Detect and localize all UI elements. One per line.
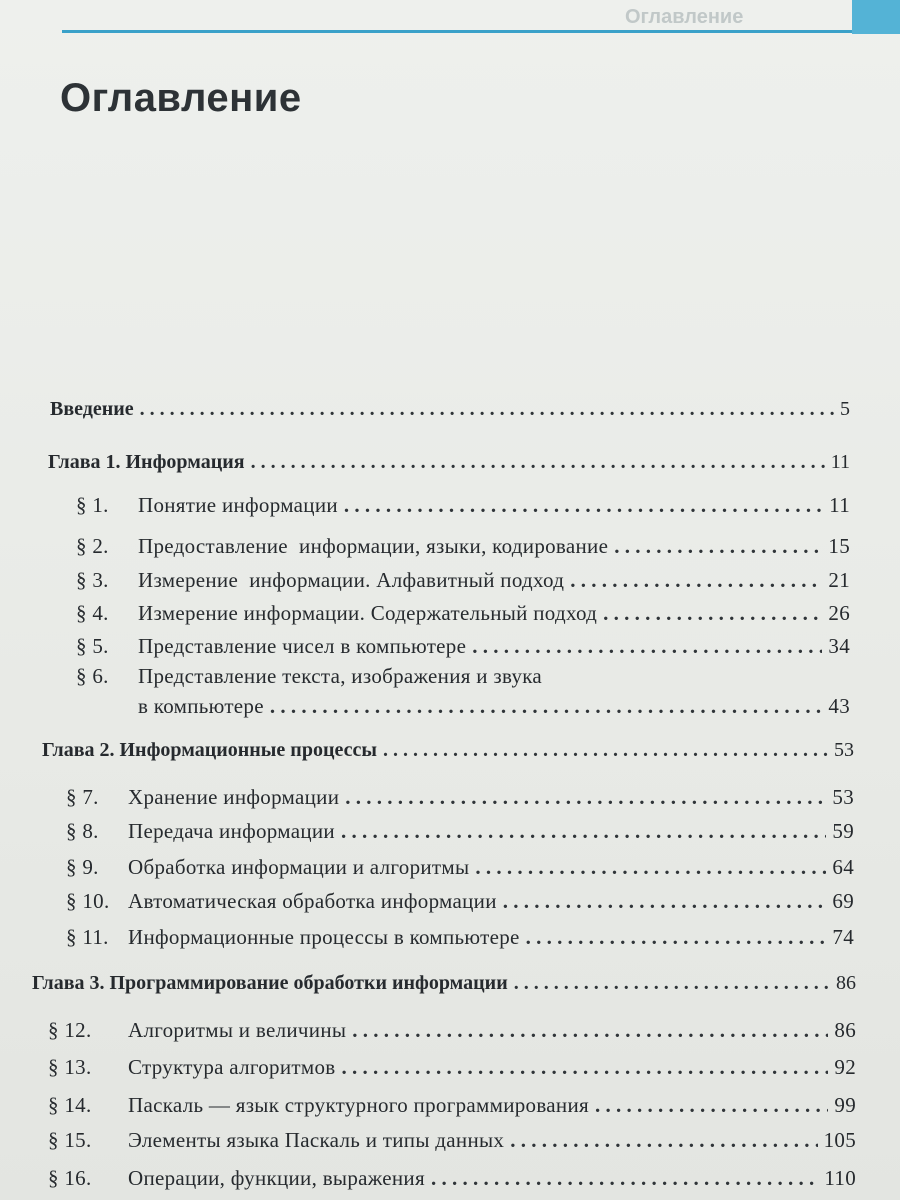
section-title: Предоставление информации, языки, кодирование bbox=[138, 534, 609, 558]
dot-leader bbox=[345, 785, 826, 810]
section-page: 92 bbox=[834, 1055, 856, 1079]
dot-leader bbox=[603, 601, 822, 626]
toc-chapter-page: 11 bbox=[830, 451, 850, 473]
section-page: 69 bbox=[832, 889, 854, 913]
section-number: § 16. bbox=[48, 1166, 92, 1190]
section-title: Хранение информации bbox=[128, 785, 340, 809]
section-number: § 13. bbox=[48, 1055, 92, 1079]
dot-leader bbox=[526, 925, 827, 950]
section-number: § 15. bbox=[48, 1128, 92, 1152]
dot-leader bbox=[595, 1093, 828, 1118]
section-page: 21 bbox=[828, 568, 850, 592]
section-number: § 7. bbox=[66, 785, 99, 809]
section-number: § 5. bbox=[76, 634, 109, 658]
toc-entry-page: 5 bbox=[840, 398, 850, 420]
toc-chapter-1 bbox=[48, 451, 850, 474]
toc-section-12 bbox=[48, 1018, 856, 1043]
dot-leader bbox=[341, 819, 826, 844]
section-number: § 2. bbox=[76, 534, 109, 558]
section-title: Структура алгоритмов bbox=[128, 1055, 336, 1079]
toc-section-4 bbox=[76, 601, 850, 626]
dot-leader bbox=[140, 398, 834, 421]
section-number: § 10. bbox=[66, 889, 110, 913]
toc-section-2 bbox=[76, 534, 850, 559]
toc-chapter-3 bbox=[32, 972, 856, 995]
dot-leader bbox=[341, 1055, 828, 1080]
toc-section-1 bbox=[76, 493, 850, 518]
section-number: § 4. bbox=[76, 601, 109, 625]
section-page: 64 bbox=[832, 855, 854, 879]
toc-section-8 bbox=[66, 819, 854, 844]
dot-leader bbox=[431, 1166, 818, 1191]
toc-chapter-label: Глава 1. Информация bbox=[48, 451, 245, 473]
section-title: Операции, функции, выражения bbox=[128, 1166, 425, 1190]
section-number: § 11. bbox=[66, 925, 109, 949]
section-title-continued: в компьютере bbox=[138, 694, 264, 718]
toc-section-16 bbox=[48, 1166, 856, 1191]
toc-chapter-label: Глава 2. Информационные процессы bbox=[42, 739, 377, 761]
dot-leader bbox=[570, 568, 822, 593]
toc-entry-label: Введение bbox=[50, 398, 134, 420]
running-header-faint: Оглавление bbox=[625, 6, 744, 28]
section-page: 59 bbox=[832, 819, 854, 843]
toc-entry-intro bbox=[50, 398, 850, 421]
toc-section-10 bbox=[66, 889, 854, 914]
section-number: § 12. bbox=[48, 1018, 92, 1042]
section-page: 86 bbox=[834, 1018, 856, 1042]
dot-leader bbox=[270, 694, 823, 719]
section-title: Информационные процессы в компьютере bbox=[128, 925, 520, 949]
section-title: Элементы языка Паскаль и типы данных bbox=[128, 1128, 505, 1152]
dot-leader bbox=[475, 855, 826, 880]
section-page: 11 bbox=[829, 493, 850, 517]
toc-section-6-line2 bbox=[138, 694, 850, 719]
toc-section-6-line1 bbox=[76, 664, 542, 689]
section-number: § 1. bbox=[76, 493, 109, 517]
section-title: Представление чисел в компьютере bbox=[138, 634, 467, 658]
section-title: Обработка информации и алгоритмы bbox=[128, 855, 470, 879]
page-title: Оглавление bbox=[60, 76, 302, 120]
dot-leader bbox=[514, 972, 830, 995]
toc-chapter-page: 86 bbox=[836, 972, 856, 994]
section-title: Паскаль — язык структурного программирования bbox=[128, 1093, 589, 1117]
section-page: 15 bbox=[828, 534, 850, 558]
toc-section-14 bbox=[48, 1093, 856, 1118]
section-number: § 8. bbox=[66, 819, 99, 843]
section-page: 26 bbox=[828, 601, 850, 625]
section-page: 43 bbox=[828, 694, 850, 718]
section-page: 53 bbox=[832, 785, 854, 809]
toc-section-13 bbox=[48, 1055, 856, 1080]
section-title: Измерение информации. Содержательный подход bbox=[138, 601, 598, 625]
toc-section-11 bbox=[66, 925, 854, 950]
dot-leader bbox=[344, 493, 823, 518]
section-page: 34 bbox=[828, 634, 850, 658]
section-page: 105 bbox=[823, 1128, 856, 1152]
section-number: § 9. bbox=[66, 855, 99, 879]
toc-section-5 bbox=[76, 634, 850, 659]
section-title: Понятие информации bbox=[138, 493, 338, 517]
section-title: Представление текста, изображения и звука bbox=[138, 664, 543, 688]
toc-section-9 bbox=[66, 855, 854, 880]
toc-section-7 bbox=[66, 785, 854, 810]
section-title: Автоматическая обработка информации bbox=[128, 889, 497, 913]
dot-leader bbox=[614, 534, 822, 559]
toc-chapter-label: Глава 3. Программирование обработки информации bbox=[32, 972, 508, 994]
section-title: Измерение информации. Алфавитный подход bbox=[138, 568, 565, 592]
section-page: 99 bbox=[834, 1093, 856, 1117]
dot-leader bbox=[352, 1018, 828, 1043]
dot-leader bbox=[503, 889, 827, 914]
section-page: 74 bbox=[832, 925, 854, 949]
toc-chapter-page: 53 bbox=[834, 739, 854, 761]
section-title: Алгоритмы и величины bbox=[128, 1018, 347, 1042]
dot-leader bbox=[472, 634, 822, 659]
section-title: Передача информации bbox=[128, 819, 335, 843]
dot-leader bbox=[383, 739, 828, 762]
dot-leader bbox=[251, 451, 825, 474]
section-page: 110 bbox=[824, 1166, 856, 1190]
dot-leader bbox=[510, 1128, 817, 1153]
toc-section-3 bbox=[76, 568, 850, 593]
toc-chapter-2 bbox=[42, 739, 854, 762]
section-number: § 6. bbox=[76, 664, 109, 688]
section-number: § 14. bbox=[48, 1093, 92, 1117]
section-number: § 3. bbox=[76, 568, 109, 592]
toc-section-15 bbox=[48, 1128, 856, 1153]
